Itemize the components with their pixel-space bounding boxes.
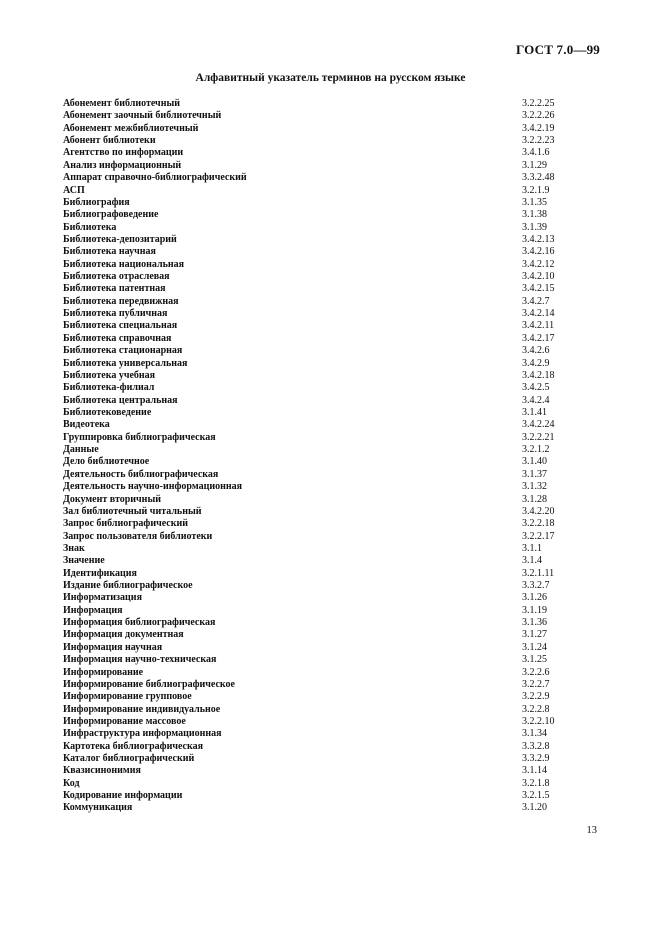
index-entry xyxy=(63,790,603,802)
index-entry xyxy=(63,642,603,654)
index-term-code: 3.2.1.11 xyxy=(522,567,555,579)
index-term: Аппарат справочно-библиографический xyxy=(63,172,247,184)
index-term-code: 3.4.2.17 xyxy=(522,332,555,344)
index-term: Абонемент заочный библиотечный xyxy=(63,110,222,122)
index-entry xyxy=(63,296,603,308)
index-term-code: 3.1.34 xyxy=(522,728,547,740)
index-term-code: 3.2.2.10 xyxy=(522,715,555,727)
index-entry xyxy=(63,704,603,716)
index-term-code: 3.4.2.4 xyxy=(522,394,550,406)
index-entry xyxy=(63,778,603,790)
index-term-code: 3.4.2.14 xyxy=(522,308,555,320)
index-term-code: 3.4.2.15 xyxy=(522,283,555,295)
index-term: АСП xyxy=(63,184,85,196)
index-term-code: 3.1.40 xyxy=(522,456,547,468)
index-term: Видеотека xyxy=(63,419,110,431)
index-entry xyxy=(63,531,603,543)
index-term: Информация библиографическая xyxy=(63,617,216,629)
index-term-code: 3.1.29 xyxy=(522,159,547,171)
index-entry xyxy=(63,741,603,753)
index-term: Инфраструктура информационная xyxy=(63,728,222,740)
index-term: Квазисинонимия xyxy=(63,765,141,777)
index-entry xyxy=(63,320,603,332)
index-term-code: 3.2.2.17 xyxy=(522,530,555,542)
index-term-code: 3.2.2.7 xyxy=(522,678,550,690)
index-term: Библиография xyxy=(63,196,130,208)
page-number: 13 xyxy=(586,825,597,836)
index-term-code: 3.1.37 xyxy=(522,468,547,480)
index-term-code: 3.2.1.5 xyxy=(522,790,550,802)
index-term: Знак xyxy=(63,542,85,554)
index-term: Информирование групповое xyxy=(63,691,192,703)
index-term-code: 3.3.2.7 xyxy=(522,580,550,592)
index-term: Библиотека национальная xyxy=(63,258,185,270)
index-entry xyxy=(63,481,603,493)
index-term-code: 3.2.2.9 xyxy=(522,691,550,703)
index-term: Информирование массовое xyxy=(63,715,186,727)
index-term: Информация xyxy=(63,604,123,616)
index-term: Библиотека учебная xyxy=(63,369,156,381)
index-term: Информирование библиографическое xyxy=(63,678,235,690)
index-term: Информация документная xyxy=(63,629,184,641)
index-entry xyxy=(63,333,603,345)
index-entry xyxy=(63,802,603,814)
index-term: Библиотека-депозитарий xyxy=(63,233,177,245)
index-term-code: 3.4.2.20 xyxy=(522,505,555,517)
index-entry xyxy=(63,667,603,679)
index-term: Информация научно-техническая xyxy=(63,654,217,666)
index-entry xyxy=(63,135,603,147)
index-term-code: 3.2.2.8 xyxy=(522,703,550,715)
index-term-code: 3.1.1 xyxy=(522,542,542,554)
index-entry xyxy=(63,358,603,370)
index-entry xyxy=(63,308,603,320)
index-term: Библиотека xyxy=(63,221,117,233)
index-entry xyxy=(63,580,603,592)
index-term: Идентификация xyxy=(63,567,137,579)
index-entry xyxy=(63,592,603,604)
index-entry xyxy=(63,506,603,518)
index-term-code: 3.1.36 xyxy=(522,617,547,629)
index-term: Документ вторичный xyxy=(63,493,162,505)
page-title: Алфавитный указатель терминов на русском языке xyxy=(195,72,466,84)
standard-code: ГОСТ 7.0—99 xyxy=(516,42,600,57)
index-entry xyxy=(63,172,603,184)
index-term: Информирование xyxy=(63,666,144,678)
index-entry xyxy=(63,345,603,357)
index-term: Библиотека отраслевая xyxy=(63,271,170,283)
index-term-code: 3.4.2.13 xyxy=(522,233,555,245)
index-term-code: 3.4.2.7 xyxy=(522,295,550,307)
index-entry xyxy=(63,147,603,159)
index-term-code: 3.2.2.25 xyxy=(522,98,555,109)
index-entry xyxy=(63,728,603,740)
index-term: Библиотековедение xyxy=(63,406,152,418)
index-term: Библиотека передвижная xyxy=(63,295,179,307)
index-entry xyxy=(63,605,603,617)
index-term: Библиотека-филиал xyxy=(63,382,155,394)
index-entry xyxy=(63,98,603,110)
index-term-code: 3.2.1.8 xyxy=(522,777,550,789)
index-entry xyxy=(63,518,603,530)
index-entry xyxy=(63,185,603,197)
index-entry xyxy=(63,222,603,234)
index-entry xyxy=(63,234,603,246)
index-term: Информация научная xyxy=(63,641,163,653)
index-entry xyxy=(63,432,603,444)
index-term-code: 3.2.2.21 xyxy=(522,431,555,443)
index-entry xyxy=(63,246,603,258)
index-term-code: 3.4.1.6 xyxy=(522,147,550,159)
index-term: Коммуникация xyxy=(63,802,133,814)
index-term: Картотека библиографическая xyxy=(63,740,203,752)
index-entry xyxy=(63,160,603,172)
index-term-code: 3.3.2.48 xyxy=(522,172,555,184)
index-term: Анализ информационный xyxy=(63,159,182,171)
index-term-code: 3.1.35 xyxy=(522,196,547,208)
index-term: Деятельность библиографическая xyxy=(63,468,219,480)
index-term: Запрос пользователя библиотеки xyxy=(63,530,213,542)
index-term-code: 3.1.24 xyxy=(522,641,547,653)
index-term: Библиографоведение xyxy=(63,209,159,221)
index-entry xyxy=(63,209,603,221)
index-term: Кодирование информации xyxy=(63,790,183,802)
index-term-code: 3.2.2.6 xyxy=(522,666,550,678)
index-term-code: 3.1.28 xyxy=(522,493,547,505)
index-term-code: 3.1.39 xyxy=(522,221,547,233)
index-entry xyxy=(63,629,603,641)
index-term: Библиотека специальная xyxy=(63,320,178,332)
index-term-code: 3.2.2.23 xyxy=(522,135,555,147)
index-term-code: 3.2.1.2 xyxy=(522,444,550,456)
index-entry xyxy=(63,494,603,506)
index-term: Группировка библиографическая xyxy=(63,431,216,443)
index-term-code: 3.1.25 xyxy=(522,654,547,666)
index-term-code: 3.2.2.18 xyxy=(522,518,555,530)
index-term: Библиотека центральная xyxy=(63,394,178,406)
index-term-code: 3.4.2.10 xyxy=(522,271,555,283)
index-term: Абонемент межбиблиотечный xyxy=(63,122,199,134)
index-entry xyxy=(63,259,603,271)
index-term: Библиотека стационарная xyxy=(63,345,183,357)
index-term: Абонент библиотеки xyxy=(63,135,156,147)
index-entry xyxy=(63,283,603,295)
index-entry xyxy=(63,110,603,122)
index-term-code: 3.4.2.19 xyxy=(522,122,555,134)
index-term: Значение xyxy=(63,555,105,567)
index-term: Код xyxy=(63,777,80,789)
index-entry xyxy=(63,617,603,629)
index-term-code: 3.4.2.18 xyxy=(522,369,555,381)
index-term: Данные xyxy=(63,444,99,456)
index-entry xyxy=(63,382,603,394)
index-entry xyxy=(63,679,603,691)
index-term-code: 3.2.2.26 xyxy=(522,110,555,122)
index-entry xyxy=(63,419,603,431)
index-term: Агентство по информации xyxy=(63,147,184,159)
index-entry xyxy=(63,271,603,283)
index-term: Библиотека универсальная xyxy=(63,357,188,369)
index-entry xyxy=(63,765,603,777)
index-entry xyxy=(63,716,603,728)
index-entry xyxy=(63,654,603,666)
index-term: Информирование индивидуальное xyxy=(63,703,221,715)
index-term: Дело библиотечное xyxy=(63,456,150,468)
index-entry xyxy=(63,469,603,481)
index-entry xyxy=(63,568,603,580)
index-entry xyxy=(63,370,603,382)
index-entry xyxy=(63,197,603,209)
index-term: Библиотека научная xyxy=(63,246,156,258)
index-term-code: 3.4.2.5 xyxy=(522,382,550,394)
index-entry xyxy=(63,691,603,703)
index-term-code: 3.1.26 xyxy=(522,592,547,604)
index-term-code: 3.1.41 xyxy=(522,406,547,418)
index-term-code: 3.1.4 xyxy=(522,555,542,567)
index-entry xyxy=(63,543,603,555)
index-term-code: 3.4.2.6 xyxy=(522,345,550,357)
index-term-code: 3.4.2.16 xyxy=(522,246,555,258)
index-term-code: 3.3.2.9 xyxy=(522,753,550,765)
index-term-code: 3.1.14 xyxy=(522,765,547,777)
index-term: Библиотека справочная xyxy=(63,332,172,344)
index-entry xyxy=(63,753,603,765)
index-term-code: 3.1.38 xyxy=(522,209,547,221)
index-term: Информатизация xyxy=(63,592,142,604)
index-term-code: 3.3.2.8 xyxy=(522,740,550,752)
index-term-code: 3.4.2.12 xyxy=(522,258,555,270)
index-term-code: 3.4.2.11 xyxy=(522,320,555,332)
index-entry xyxy=(63,123,603,135)
index-term: Издание библиографическое xyxy=(63,580,193,592)
index-entry xyxy=(63,555,603,567)
index-term: Каталог библиографический xyxy=(63,753,195,765)
index-term: Библиотека патентная xyxy=(63,283,166,295)
index-term: Абонемент библиотечный xyxy=(63,98,181,109)
index-term-code: 3.2.1.9 xyxy=(522,184,550,196)
index-term: Зал библиотечный читальный xyxy=(63,505,202,517)
index-term-code: 3.1.20 xyxy=(522,802,547,814)
index-term-code: 3.1.19 xyxy=(522,604,547,616)
index-entry xyxy=(63,395,603,407)
index-term-code: 3.4.2.9 xyxy=(522,357,550,369)
index-term-code: 3.1.32 xyxy=(522,481,547,493)
index-term: Деятельность научно-информационная xyxy=(63,481,243,493)
index-entry xyxy=(63,444,603,456)
index-entry xyxy=(63,407,603,419)
index-term: Запрос библиографический xyxy=(63,518,188,530)
index-entry xyxy=(63,456,603,468)
index-term-code: 3.4.2.24 xyxy=(522,419,555,431)
index-term-code: 3.1.27 xyxy=(522,629,547,641)
term-index-list xyxy=(63,98,603,815)
index-term: Библиотека публичная xyxy=(63,308,168,320)
